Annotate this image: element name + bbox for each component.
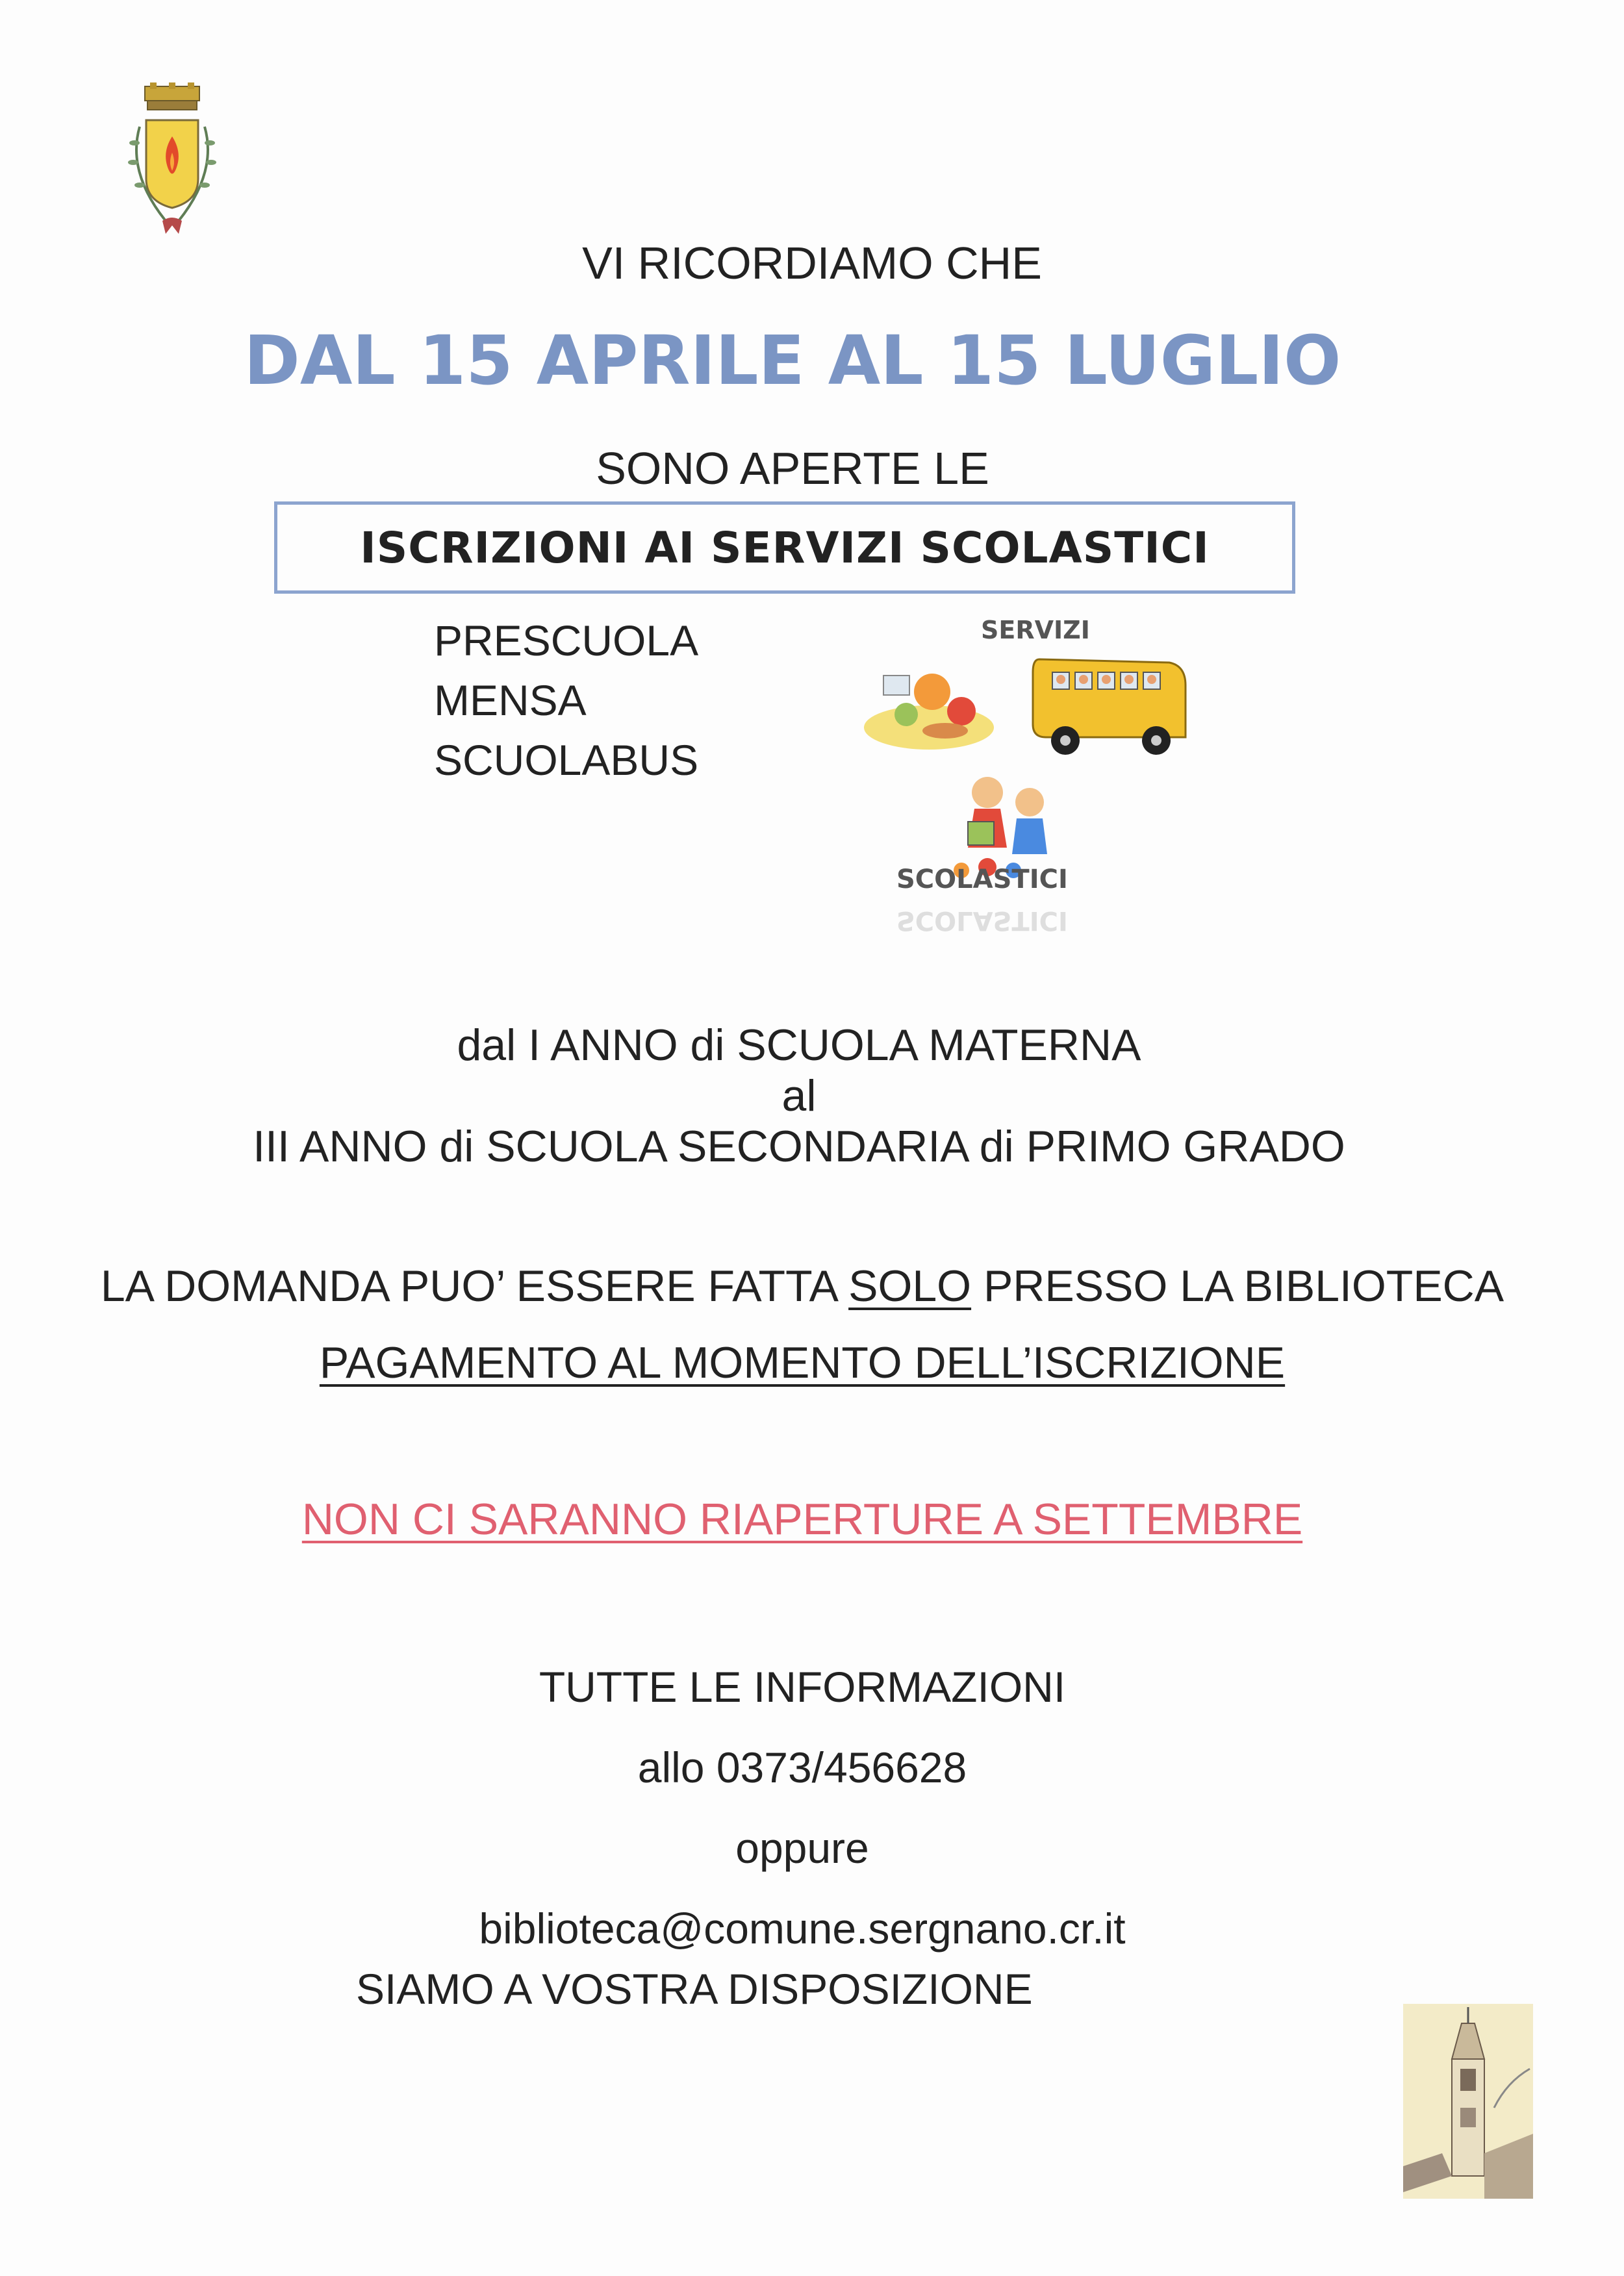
enrollment-title: ISCRIZIONI AI SERVIZI SCOLASTICI <box>360 522 1210 573</box>
school-services-logo <box>857 614 1195 952</box>
grades-from: dal I ANNO di SCUOLA MATERNA <box>457 1020 1141 1070</box>
logo-top-text: SERVIZI <box>981 616 1090 644</box>
or-text: oppure <box>735 1824 869 1872</box>
closing-text: SIAMO A VOSTRA DISPOSIZIONE <box>356 1965 1033 2013</box>
request-after: PRESSO LA BIBLIOTECA <box>971 1261 1504 1311</box>
bell-tower-icon <box>1403 2004 1533 2199</box>
contact-info <box>0 1647 1605 1969</box>
grades-to: III ANNO di SCUOLA SECONDARIA di PRIMO GRADO <box>253 1122 1345 1171</box>
info-text: TUTTE LE INFORMAZIONI <box>539 1663 1066 1711</box>
service-mensa: MENSA <box>434 676 587 724</box>
request-emphasis: SOLO <box>848 1261 972 1311</box>
email-address: biblioteca@comune.sergnano.cr.it <box>479 1904 1126 1953</box>
payment-notice <box>0 1334 1605 1392</box>
services-list <box>434 611 698 790</box>
grades-to-word: al <box>781 1071 817 1120</box>
open-text: SONO APERTE LE <box>596 443 989 494</box>
service-prescuola: PRESCUOLA <box>434 616 699 664</box>
enrollment-dates-heading: DAL 15 APRILE AL 15 LUGLIO <box>244 321 1341 400</box>
logo-bottom-text: SCOLASTICI <box>896 865 1068 894</box>
municipal-coat-of-arms-icon <box>114 81 231 244</box>
payment-text: PAGAMENTO AL MOMENTO DELL’ISCRIZIONE <box>319 1338 1286 1387</box>
warning-text: NON CI SARANNO RIAPERTURE A SETTEMBRE <box>301 1495 1303 1544</box>
food-icon <box>864 674 994 750</box>
september-warning <box>0 1490 1605 1549</box>
request-location <box>0 1257 1605 1315</box>
enrollment-title-box <box>274 501 1295 594</box>
service-scuolabus: SCUOLABUS <box>434 736 699 784</box>
school-bus-and-children-icon <box>954 659 1186 878</box>
request-before: LA DOMANDA PUO’ ESSERE FATTA <box>100 1261 849 1311</box>
phone-number: allo 0373/456628 <box>637 1743 967 1791</box>
svg-text:SCOLASTICI: SCOLASTICI <box>896 905 1068 935</box>
intro-text: VI RICORDIAMO CHE <box>582 238 1042 288</box>
school-grades <box>0 1020 1598 1172</box>
